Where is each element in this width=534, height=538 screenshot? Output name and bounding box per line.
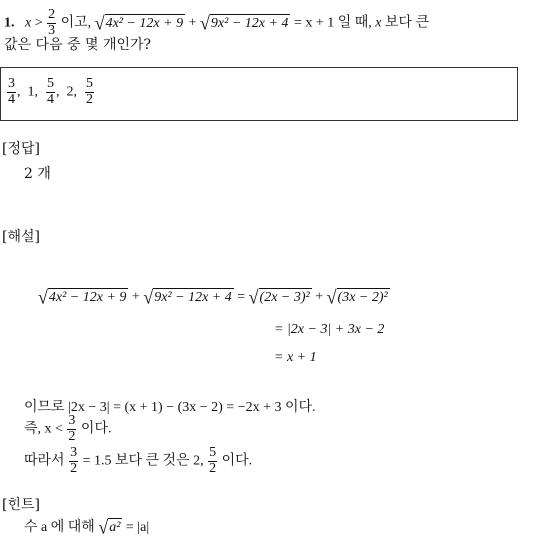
cond-suffix: 이고,: [60, 15, 92, 31]
hint-text: 수 a 에 대해 √ a² = |a|: [24, 516, 150, 538]
explanation-sentence-1: 이므로 |2x − 3| = (x + 1) − (3x − 2) = −2x + 3 이다.: [24, 400, 316, 415]
choice-5: $\frac{5}{2}$: [86, 76, 93, 107]
cmp-var: x: [375, 15, 382, 31]
cmp-text: 보다 큰: [385, 15, 430, 31]
cond-op: >: [34, 15, 43, 31]
choice-2: 1,: [27, 84, 38, 100]
radical-1: √ 4x² − 12x + 9: [94, 12, 184, 34]
question-number: 1.: [4, 15, 15, 31]
lhs-radical-2: √ 9x² − 12x + 4: [143, 286, 232, 308]
choices-list: $\frac{3}{4}$ , 1, $\frac{5}{4}$ , 2, $\frac{5}{2}$: [8, 76, 93, 107]
explanation-sentence-3: 따라서 $\frac{3}{2}$ = 1.5 보다 큰 것은 2, $\frac{5}{2}$ 이다.: [24, 445, 253, 476]
derivation-line-1: √ 4x² − 12x + 9 + √ 9x² − 12x + 4 = √ (2x − 3)² + √ (3x − 2)²: [38, 286, 388, 308]
hint-label: [힌트]: [2, 497, 40, 513]
answer-value: 2 개: [24, 166, 51, 182]
eq1-radical-1: √ (2x − 3)²: [248, 286, 310, 308]
eq-rhs: = x + 1: [293, 15, 335, 31]
cond-var: x: [25, 15, 32, 31]
explanation-label: [해설]: [2, 229, 40, 245]
choice-4: 2,: [66, 84, 77, 100]
lhs-radical-1: √ 4x² − 12x + 9: [38, 286, 127, 308]
question-line-2: 값은 다음 중 몇 개인가?: [4, 37, 152, 53]
choice-1: $\frac{3}{4}$: [8, 76, 15, 107]
radical-2: √ 9x² − 12x + 4: [200, 12, 289, 34]
derivation-line-3: = x + 1: [274, 350, 317, 365]
eq1-radical-2: √ (3x − 2)²: [326, 286, 388, 308]
hint-radical: √ a²: [98, 516, 121, 538]
choice-3: $\frac{5}{4}$: [47, 76, 54, 107]
cond-fraction: $\frac{2}{3}$: [48, 7, 56, 38]
when-text: 일 때,: [337, 15, 372, 31]
derivation-line-2: = |2x − 3| + 3x − 2: [274, 322, 385, 337]
plus-sign: +: [188, 15, 197, 31]
explanation-sentence-2: 즉, x < $\frac{3}{2}$ 이다.: [24, 413, 112, 444]
answer-label: [정답]: [2, 141, 40, 157]
